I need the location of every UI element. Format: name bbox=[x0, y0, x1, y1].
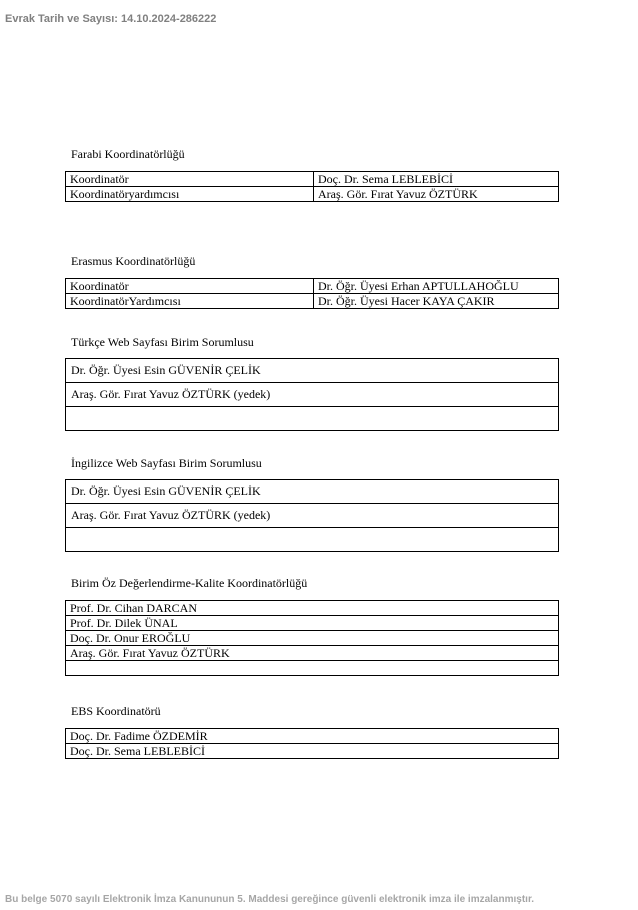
table-row bbox=[66, 631, 559, 646]
ebs-section-title: EBS Koordinatörü bbox=[71, 704, 161, 718]
name-cell: Araş. Gör. Fırat Yavuz ÖZTÜRK (yedek) bbox=[66, 383, 559, 407]
kalite-table bbox=[65, 600, 559, 676]
name-cell: Doç. Dr. Sema LEBLEBİCİ bbox=[314, 172, 559, 187]
document-date-number: Evrak Tarih ve Sayısı: 14.10.2024-286222 bbox=[5, 13, 217, 25]
table-row bbox=[66, 294, 559, 309]
name-cell: Prof. Dr. Cihan DARCAN bbox=[66, 601, 559, 616]
farabi-section-title: Farabi Koordinatörlüğü bbox=[71, 147, 185, 161]
table-row bbox=[66, 729, 559, 744]
empty-cell bbox=[66, 407, 559, 431]
table-row bbox=[66, 359, 559, 383]
table-row bbox=[66, 744, 559, 759]
table-row bbox=[66, 601, 559, 616]
e-signature-footer: Bu belge 5070 sayılı Elektronik İmza Kanununun 5. Maddesi gereğince güvenli elektronik imza ile imzalanmıştır. bbox=[5, 894, 535, 905]
table-row bbox=[66, 187, 559, 202]
name-cell: Dr. Öğr. Üyesi Erhan APTULLAHOĞLU bbox=[314, 279, 559, 294]
erasmus-section-title: Erasmus Koordinatörlüğü bbox=[71, 254, 196, 268]
ebs-table bbox=[65, 728, 559, 759]
role-cell: Koordinatör bbox=[66, 172, 314, 187]
name-cell: Araş. Gör. Fırat Yavuz ÖZTÜRK bbox=[314, 187, 559, 202]
role-cell: Koordinatör bbox=[66, 279, 314, 294]
turkce-web-table bbox=[65, 358, 559, 431]
erasmus-table bbox=[65, 278, 559, 309]
table-row bbox=[66, 172, 559, 187]
table-row bbox=[66, 407, 559, 431]
ingilizce-web-table bbox=[65, 479, 559, 552]
table-row bbox=[66, 383, 559, 407]
table-row bbox=[66, 661, 559, 676]
empty-cell bbox=[66, 661, 559, 676]
role-cell: Koordinatöryardımcısı bbox=[66, 187, 314, 202]
name-cell: Doç. Dr. Fadime ÖZDEMİR bbox=[66, 729, 559, 744]
table-row bbox=[66, 504, 559, 528]
name-cell: Doç. Dr. Sema LEBLEBİCİ bbox=[66, 744, 559, 759]
turkce-web-section-title: Türkçe Web Sayfası Birim Sorumlusu bbox=[71, 335, 254, 349]
name-cell: Dr. Öğr. Üyesi Esin GÜVENİR ÇELİK bbox=[66, 480, 559, 504]
name-cell: Araş. Gör. Fırat Yavuz ÖZTÜRK bbox=[66, 646, 559, 661]
table-row bbox=[66, 646, 559, 661]
ingilizce-web-section-title: İngilizce Web Sayfası Birim Sorumlusu bbox=[71, 456, 262, 470]
name-cell: Doç. Dr. Onur EROĞLU bbox=[66, 631, 559, 646]
name-cell: Dr. Öğr. Üyesi Hacer KAYA ÇAKIR bbox=[314, 294, 559, 309]
name-cell: Dr. Öğr. Üyesi Esin GÜVENİR ÇELİK bbox=[66, 359, 559, 383]
empty-cell bbox=[66, 528, 559, 552]
farabi-table bbox=[65, 171, 559, 202]
kalite-section-title: Birim Öz Değerlendirme-Kalite Koordinatörlüğü bbox=[71, 576, 308, 590]
table-row bbox=[66, 616, 559, 631]
name-cell: Araş. Gör. Fırat Yavuz ÖZTÜRK (yedek) bbox=[66, 504, 559, 528]
name-cell: Prof. Dr. Dilek ÜNAL bbox=[66, 616, 559, 631]
table-row bbox=[66, 528, 559, 552]
table-row bbox=[66, 480, 559, 504]
role-cell: KoordinatörYardımcısı bbox=[66, 294, 314, 309]
table-row bbox=[66, 279, 559, 294]
